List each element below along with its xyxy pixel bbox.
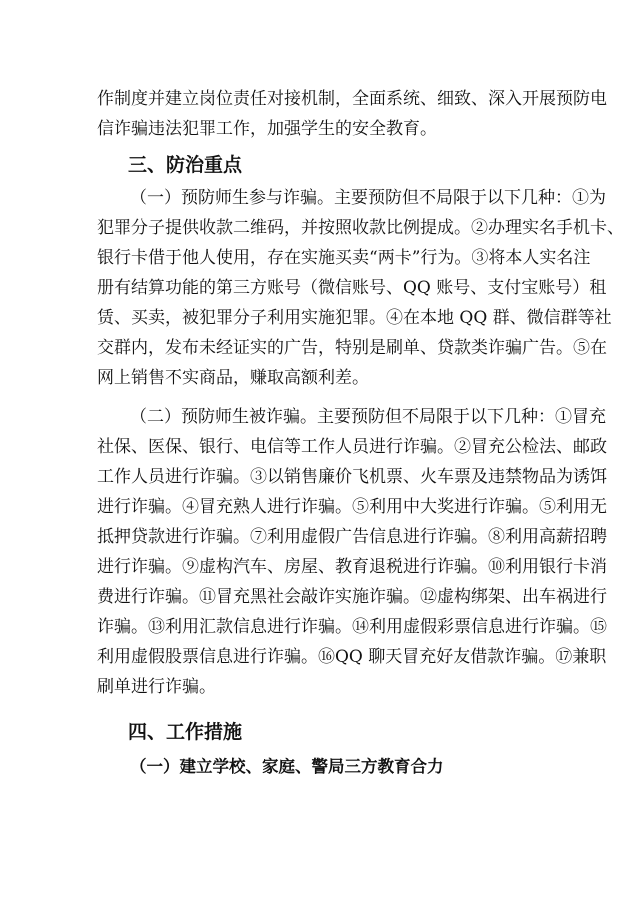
paragraph-line: 费进行诈骗。⑪冒充黑社会敲诈实施诈骗。⑫虚构绑架、出车祸进行 [97, 587, 607, 607]
paragraph-line: 银行卡借于他人使用，存在实施买卖“两卡”行为。③将本人实名注 [97, 248, 591, 268]
paragraph-line: 刷单进行诈骗。 [97, 677, 216, 697]
paragraph-line: 抵押贷款进行诈骗。⑦利用虚假广告信息进行诈骗。⑧利用高薪招聘 [97, 527, 607, 547]
paragraph-line: 赁、买卖，被犯罪分子利用实施犯罪。④在本地 QQ 群、微信群等社 [97, 308, 612, 328]
paragraph-line: 工作人员进行诈骗。③以销售廉价飞机票、火车票及违禁物品为诱饵 [97, 467, 607, 487]
subsection-heading: （一）建立学校、家庭、警局三方教育合力 [130, 757, 444, 776]
paragraph-line: 社保、医保、银行、电信等工作人员进行诈骗。②冒充公检法、邮政 [97, 437, 607, 457]
paragraph-line: 犯罪分子提供收款二维码，并按照收款比例提成。②办理实名手机卡、 [97, 218, 624, 238]
paragraph-line: 进行诈骗。④冒充熟人进行诈骗。⑤利用中大奖进行诈骗。⑤利用无 [97, 497, 607, 517]
section-heading-work-measures: 四、工作措施 [128, 721, 243, 743]
paragraph-line: （一）预防师生参与诈骗。主要预防但不局限于以下几种：①为 [130, 188, 606, 208]
paragraph-line: 交群内，发布未经证实的广告，特别是刷单、贷款类诈骗广告。⑤在 [97, 338, 607, 358]
intro-line: 信诈骗违法犯罪工作，加强学生的安全教育。 [97, 119, 437, 139]
paragraph-line: （二）预防师生被诈骗。主要预防但不局限于以下几种：①冒充 [130, 407, 606, 427]
intro-line: 作制度并建立岗位责任对接机制，全面系统、细致、深入开展预防电 [97, 89, 607, 109]
paragraph-line: 进行诈骗。⑨虚构汽车、房屋、教育退税进行诈骗。⑩利用银行卡消 [97, 557, 607, 577]
paragraph-line: 册有结算功能的第三方账号（微信账号、QQ 账号、支付宝账号）租 [97, 278, 607, 298]
paragraph-line: 诈骗。⑬利用汇款信息进行诈骗。⑭利用虚假彩票信息进行诈骗。⑮ [97, 617, 607, 637]
section-heading-prevention-focus: 三、防治重点 [128, 154, 243, 176]
paragraph-line: 网上销售不实商品，赚取高额利差。 [97, 368, 369, 388]
paragraph-line: 利用虚假股票信息进行诈骗。⑯QQ 聊天冒充好友借款诈骗。⑰兼职 [97, 647, 607, 667]
